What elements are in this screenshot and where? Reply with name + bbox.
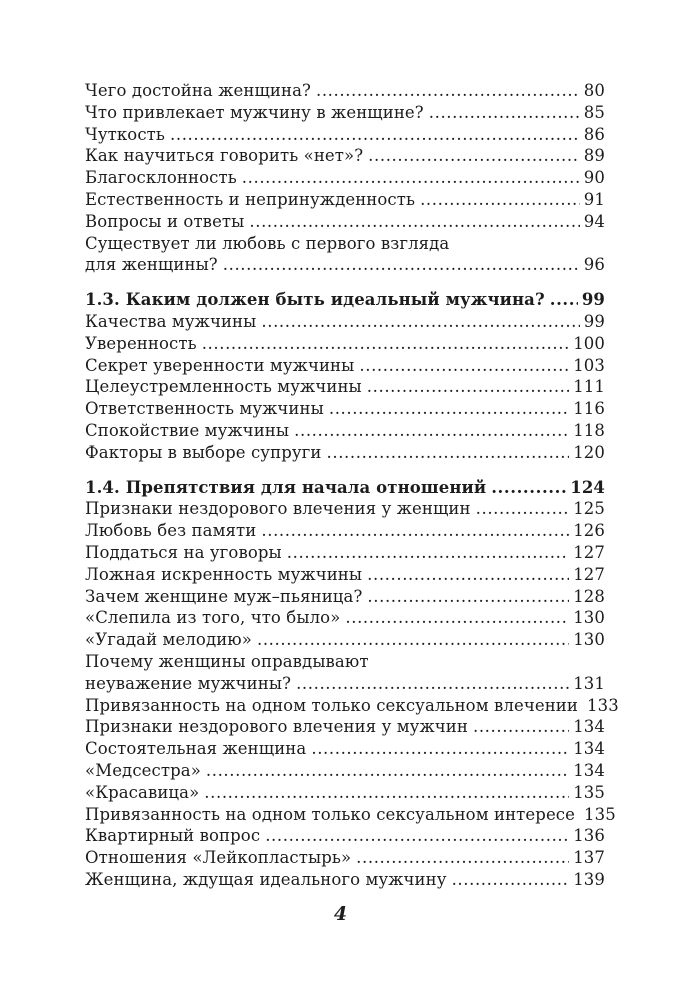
toc-entry-page: 134: [573, 739, 605, 759]
toc-entry-page: 128: [573, 586, 605, 606]
dot-leader: [359, 355, 569, 377]
toc-entry: [85, 586, 605, 608]
dot-leader: [452, 869, 570, 891]
toc-entry-title: Вопросы и ответы: [85, 211, 245, 231]
toc-entry: [85, 167, 605, 189]
toc-section: [85, 289, 605, 463]
toc-entry: [85, 398, 605, 420]
toc-entry-title: Любовь без памяти: [85, 521, 257, 541]
dot-leader: [356, 847, 569, 869]
toc-entry-page: 103: [573, 355, 605, 375]
dot-leader: [265, 825, 569, 847]
toc-entry-page: 136: [573, 826, 605, 846]
toc-entry-page: 90: [583, 168, 605, 188]
toc-entry-title: Секрет уверенности мужчины: [85, 355, 355, 375]
toc-entry-page: 134: [573, 717, 605, 737]
toc-entry-title: неуважение мужчины?: [85, 673, 292, 693]
dot-leader: [550, 289, 578, 311]
toc-entry-page: 126: [573, 521, 605, 541]
toc-entry: [85, 145, 605, 167]
toc-entry-page: 135: [573, 782, 605, 802]
toc-entry-page: 86: [583, 124, 605, 144]
toc-entry-page: 137: [573, 848, 605, 868]
toc-entry-title: Факторы в выборе супруги: [85, 442, 322, 462]
toc-entry-page: 133: [587, 695, 619, 715]
toc-entry-title: Состоятельная женщина: [85, 739, 307, 759]
toc-entry-title: для женщины?: [85, 255, 218, 275]
toc-entry: [85, 355, 605, 377]
toc-section-heading: [85, 289, 605, 311]
toc-section: [85, 80, 605, 276]
toc-entry: [85, 673, 605, 695]
dot-leader: [491, 477, 566, 499]
dot-leader: [473, 716, 569, 738]
toc-entry-page: 127: [573, 542, 605, 562]
toc-section-heading: [85, 477, 605, 499]
dot-leader: [287, 542, 569, 564]
toc-entry-title: Признаки нездорового влечения у женщин: [85, 499, 471, 519]
dot-leader: [294, 420, 569, 442]
toc-entry: [85, 651, 605, 673]
toc-entry: [85, 254, 605, 276]
toc-entry-page: 125: [573, 499, 605, 519]
toc-section-heading-page: 99: [581, 290, 605, 310]
toc-section-heading-title: 1.4. Препятствия для начала отношений: [85, 477, 487, 497]
toc-entry: [85, 333, 605, 355]
toc-entry-page: 127: [573, 564, 605, 584]
dot-leader: [170, 124, 580, 146]
toc-entry-title: Чего достойна женщина?: [85, 81, 311, 100]
dot-leader: [476, 498, 570, 520]
table-of-contents: [85, 80, 619, 891]
toc-entry-page: 134: [573, 760, 605, 780]
toc-entry: [85, 804, 616, 826]
toc-entry-page: 96: [583, 255, 605, 275]
toc-entry: [85, 520, 605, 542]
dot-leader: [367, 376, 569, 398]
toc-entry: [85, 442, 605, 464]
toc-entry-title: Качества мужчины: [85, 311, 257, 331]
toc-entry-title: Признаки нездорового влечения у мужчин: [85, 717, 468, 737]
toc-entry-title: Чуткость: [85, 124, 165, 144]
toc-entry-page: 99: [583, 311, 605, 331]
dot-leader: [202, 333, 570, 355]
toc-entry-title: Благосклонность: [85, 168, 237, 188]
dot-leader: [368, 145, 580, 167]
toc-entry-title: «Слепила из того, что было»: [85, 608, 341, 628]
toc-entry-title: Существует ли любовь с первого взгляда: [85, 233, 450, 253]
dot-leader: [429, 102, 580, 124]
toc-entry-title: Естественность и непринужденность: [85, 189, 416, 209]
dot-leader: [420, 189, 580, 211]
toc-entry-title: Квартирный вопрос: [85, 826, 261, 846]
toc-entry-title: Отношения «Лейкопластырь»: [85, 848, 352, 868]
dot-leader: [257, 629, 569, 651]
toc-entry: [85, 607, 605, 629]
dot-leader: [367, 586, 569, 608]
toc-entry: [85, 825, 605, 847]
toc-entry-title: Почему женщины оправдывают: [85, 651, 369, 671]
dot-leader: [223, 254, 580, 276]
toc-entry-title: Поддаться на уговоры: [85, 542, 282, 562]
toc-entry: [85, 80, 605, 102]
toc-entry: [85, 695, 619, 717]
dot-leader: [296, 673, 569, 695]
toc-entry-title: Женщина, ждущая идеального мужчину: [85, 869, 447, 889]
toc-section-heading-page: 124: [570, 477, 605, 497]
dot-leader: [261, 520, 569, 542]
toc-entry-page: 139: [573, 869, 605, 889]
toc-entry-title: «Красавица»: [85, 782, 200, 802]
toc-entry: [85, 716, 605, 738]
toc-entry: [85, 847, 605, 869]
dot-leader: [316, 80, 580, 102]
dot-leader: [329, 398, 569, 420]
toc-entry-page: 85: [583, 102, 605, 122]
dot-leader: [261, 311, 579, 333]
toc-entry: [85, 124, 605, 146]
toc-entry-title: Спокойствие мужчины: [85, 420, 290, 440]
page-number: 4: [333, 903, 348, 925]
toc-entry: [85, 629, 605, 651]
dot-leader: [204, 782, 569, 804]
toc-entry: [85, 869, 605, 891]
toc-entry: [85, 233, 605, 255]
toc-entry: [85, 564, 605, 586]
toc-entry-page: 89: [583, 146, 605, 166]
dot-leader: [311, 738, 569, 760]
toc-entry-title: Привязанность на одном только сексуальном интересе: [85, 804, 576, 824]
toc-entry: [85, 211, 605, 233]
toc-section: [85, 477, 619, 891]
toc-entry-title: Целеустремленность мужчины: [85, 377, 362, 397]
toc-entry: [85, 311, 605, 333]
toc-entry-page: 135: [584, 804, 616, 824]
toc-section-heading-title: 1.3. Каким должен быть идеальный мужчина?: [85, 290, 545, 310]
toc-entry: [85, 782, 605, 804]
toc-entry: [85, 498, 605, 520]
toc-entry: [85, 542, 605, 564]
dot-leader: [327, 442, 570, 464]
toc-entry-page: 80: [583, 81, 605, 100]
toc-entry-title: Уверенность: [85, 333, 197, 353]
toc-entry-page: 120: [573, 442, 605, 462]
toc-entry-page: 94: [583, 211, 605, 231]
toc-entry: [85, 376, 605, 398]
dot-leader: [345, 607, 569, 629]
toc-entry: [85, 738, 605, 760]
dot-leader: [367, 564, 569, 586]
toc-entry-title: Что привлекает мужчину в женщине?: [85, 102, 424, 122]
toc-entry-page: 100: [573, 333, 605, 353]
toc-entry: [85, 189, 605, 211]
toc-entry: [85, 102, 605, 124]
toc-entry-title: Ложная искренность мужчины: [85, 564, 363, 584]
toc-entry-page: 116: [573, 399, 605, 419]
toc-entry-page: 131: [573, 673, 605, 693]
toc-entry-page: 111: [573, 377, 605, 397]
toc-entry-page: 130: [573, 630, 605, 650]
toc-entry: [85, 760, 605, 782]
toc-entry-page: 118: [573, 420, 605, 440]
dot-leader: [206, 760, 569, 782]
toc-entry-title: Как научиться говорить «нет»?: [85, 146, 364, 166]
toc-entry-title: Привязанность на одном только сексуальном влечении: [85, 695, 578, 715]
toc-entry: [85, 420, 605, 442]
toc-entry-title: «Медсестра»: [85, 760, 201, 780]
toc-entry-page: 91: [583, 189, 605, 209]
toc-entry-title: «Угадай мелодию»: [85, 630, 252, 650]
toc-entry-title: Ответственность мужчины: [85, 399, 324, 419]
toc-entry-title: Зачем женщине муж–пьяница?: [85, 586, 363, 606]
dot-leader: [249, 211, 579, 233]
toc-entry-page: 130: [573, 608, 605, 628]
dot-leader: [242, 167, 580, 189]
